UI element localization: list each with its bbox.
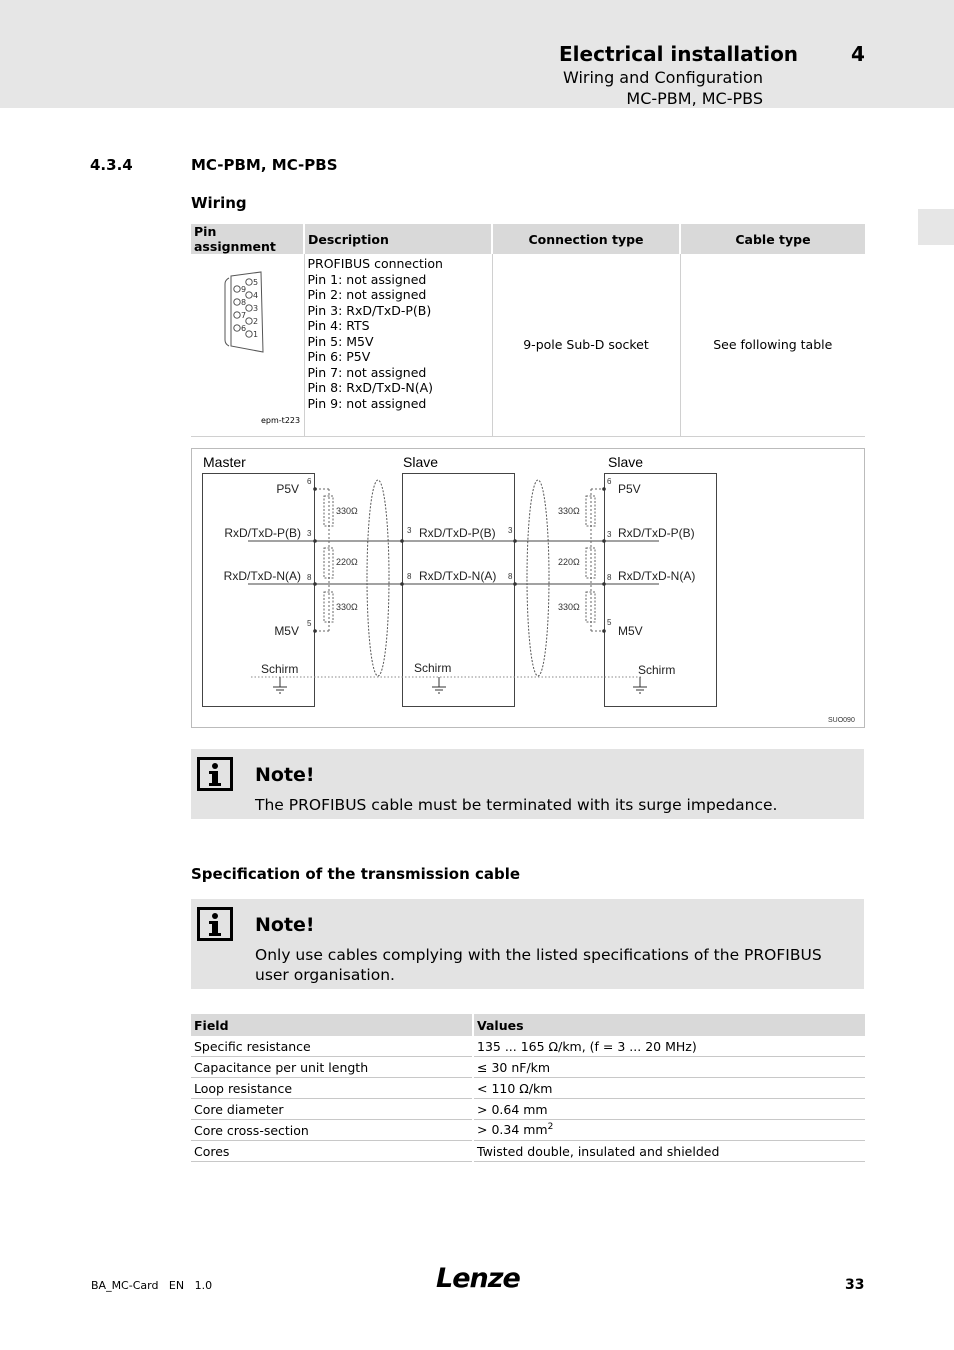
pin-label: 8 xyxy=(241,298,247,307)
pin-number: 3 xyxy=(508,526,513,535)
value-text: > 0.34 mm xyxy=(477,1122,548,1138)
chapter-subtitle-2: MC-PBM, MC-PBS xyxy=(626,89,763,108)
slave2-p5v-label: P5V xyxy=(618,482,641,496)
col-header-field: Field xyxy=(191,1014,473,1036)
resistor-label: 330Ω xyxy=(336,602,358,612)
description-line: Pin 5: M5V xyxy=(307,333,374,349)
pin-number: 8 xyxy=(407,572,412,581)
table-row xyxy=(191,1057,865,1078)
pin-label: 3 xyxy=(253,304,259,313)
table-row xyxy=(191,1078,865,1099)
description-line: Pin 9: not assigned xyxy=(307,395,427,411)
description-line: Pin 8: RxD/TxD-N(A) xyxy=(307,380,434,395)
table-row xyxy=(191,1141,865,1162)
master-label: Master xyxy=(203,454,246,470)
note-box-termination xyxy=(191,749,864,819)
table-row xyxy=(191,1099,865,1120)
description-line: Pin 2: not assigned xyxy=(307,287,427,302)
slave2-rxdp-label: RxD/TxD-P(B) xyxy=(618,526,695,540)
note-title: Note! xyxy=(255,764,315,786)
info-icon xyxy=(197,907,233,941)
value-cell: ≤ 30 nF/km xyxy=(473,1057,865,1078)
description-line: Pin 1: not assigned xyxy=(307,271,427,287)
pin-number: 5 xyxy=(307,619,312,628)
field-cell: Loop resistance xyxy=(191,1078,473,1099)
master-rxdn-label: RxD/TxD-N(A) xyxy=(223,569,301,583)
value-cell: > 0.64 mm xyxy=(473,1099,865,1120)
document-id: BA_MC-Card EN 1.0 xyxy=(91,1279,213,1292)
slave1-label: Slave xyxy=(403,454,439,470)
pin-label: 9 xyxy=(241,285,247,294)
chapter-title: Electrical installation xyxy=(559,42,799,66)
note-text: Only use cables complying with the listed specifications of the PROFIBUS user organisation. xyxy=(255,946,822,984)
col-header-cable: Cable type xyxy=(680,224,865,254)
note-title: Note! xyxy=(255,914,315,936)
bus-termination-diagram xyxy=(191,448,865,728)
side-tab-marker xyxy=(918,209,954,245)
pin-number: 3 xyxy=(307,529,312,538)
col-header-pin: Pin assignment xyxy=(191,224,304,254)
chapter-number: 4 xyxy=(851,42,865,66)
superscript: 2 xyxy=(547,1122,554,1133)
header-band xyxy=(0,0,954,108)
col-header-values: Values xyxy=(473,1014,865,1036)
description-cell xyxy=(304,254,492,436)
pin-label: 5 xyxy=(253,278,259,287)
pin-label: 6 xyxy=(241,324,247,333)
slave2-m5v-label: M5V xyxy=(618,624,643,638)
description-line: Pin 4: RTS xyxy=(307,318,370,333)
slave1-rxdn-label: RxD/TxD-N(A) xyxy=(419,569,497,583)
pin-number: 3 xyxy=(407,526,412,535)
connection-type-cell: 9-pole Sub-D socket xyxy=(492,254,680,436)
pin-number: 6 xyxy=(607,477,612,486)
table-row xyxy=(191,1120,865,1141)
field-cell: Specific resistance xyxy=(191,1036,473,1057)
resistor-label: 330Ω xyxy=(558,506,580,516)
spec-heading: Specification of the transmission cable xyxy=(191,865,521,883)
value-cell: < 110 Ω/km xyxy=(473,1078,865,1099)
slave1-schirm-label: Schirm xyxy=(414,661,452,675)
resistor-label: 330Ω xyxy=(336,506,358,516)
field-cell: Cores xyxy=(191,1141,473,1162)
sub-d-connector-icon xyxy=(191,254,297,434)
pin-number: 3 xyxy=(607,530,612,539)
description-line: Pin 7: not assigned xyxy=(307,364,427,380)
section-number: 4.3.4 xyxy=(90,156,133,174)
pin-label: 1 xyxy=(253,330,259,339)
section-title: MC-PBM, MC-PBS xyxy=(191,156,338,174)
page-number: 33 xyxy=(845,1277,865,1293)
note-box-cable-spec xyxy=(191,899,864,989)
pin-number: 6 xyxy=(307,477,312,486)
resistor-label: 330Ω xyxy=(558,602,580,612)
chapter-subtitle-1: Wiring and Configuration xyxy=(562,68,763,87)
pin-assignment-table xyxy=(191,224,865,437)
diagram-reference: SUO090 xyxy=(828,717,855,724)
value-cell: Twisted double, insulated and shielded xyxy=(473,1141,865,1162)
pin-number: 8 xyxy=(607,573,612,582)
master-p5v-label: P5V xyxy=(276,482,299,496)
field-cell: Core diameter xyxy=(191,1099,473,1120)
value-cell: 135 ... 165 Ω/km, (f = 3 ... 20 MHz) xyxy=(473,1036,865,1057)
pin-label: 2 xyxy=(253,317,259,326)
description-line: Pin 3: RxD/TxD-P(B) xyxy=(307,302,432,318)
description-line: Pin 6: P5V xyxy=(307,349,371,364)
col-header-connection: Connection type xyxy=(492,224,680,254)
pin-label: 7 xyxy=(241,311,247,320)
field-cell: Core cross-section xyxy=(191,1120,473,1141)
pin-number: 8 xyxy=(508,572,513,581)
table-row xyxy=(191,1036,865,1057)
slave2-label: Slave xyxy=(608,454,644,470)
pin-number: 5 xyxy=(607,618,612,627)
info-icon xyxy=(197,757,233,791)
cable-type-cell: See following table xyxy=(680,254,865,436)
master-schirm-label: Schirm xyxy=(261,662,299,676)
note-text: The PROFIBUS cable must be terminated with its surge impedance. xyxy=(255,796,778,814)
wiring-heading: Wiring xyxy=(191,194,247,212)
lenze-logo: Lenze xyxy=(436,1263,520,1294)
image-reference: epm-t223 xyxy=(261,416,301,425)
resistor-label: 220Ω xyxy=(558,557,580,567)
master-m5v-label: M5V xyxy=(274,624,299,638)
value-cell xyxy=(473,1120,865,1141)
description-line: PROFIBUS connection xyxy=(307,256,443,271)
pin-number: 8 xyxy=(307,573,312,582)
field-cell: Capacitance per unit length xyxy=(191,1057,473,1078)
cable-spec-table xyxy=(191,1014,865,1162)
col-header-description: Description xyxy=(304,224,492,254)
resistor-label: 220Ω xyxy=(336,557,358,567)
slave2-rxdn-label: RxD/TxD-N(A) xyxy=(618,569,696,583)
slave1-rxdp-label: RxD/TxD-P(B) xyxy=(419,526,496,540)
master-rxdp-label: RxD/TxD-P(B) xyxy=(224,526,301,540)
pin-label: 4 xyxy=(253,291,259,300)
connector-cell xyxy=(191,254,304,436)
slave2-schirm-label: Schirm xyxy=(638,663,676,677)
